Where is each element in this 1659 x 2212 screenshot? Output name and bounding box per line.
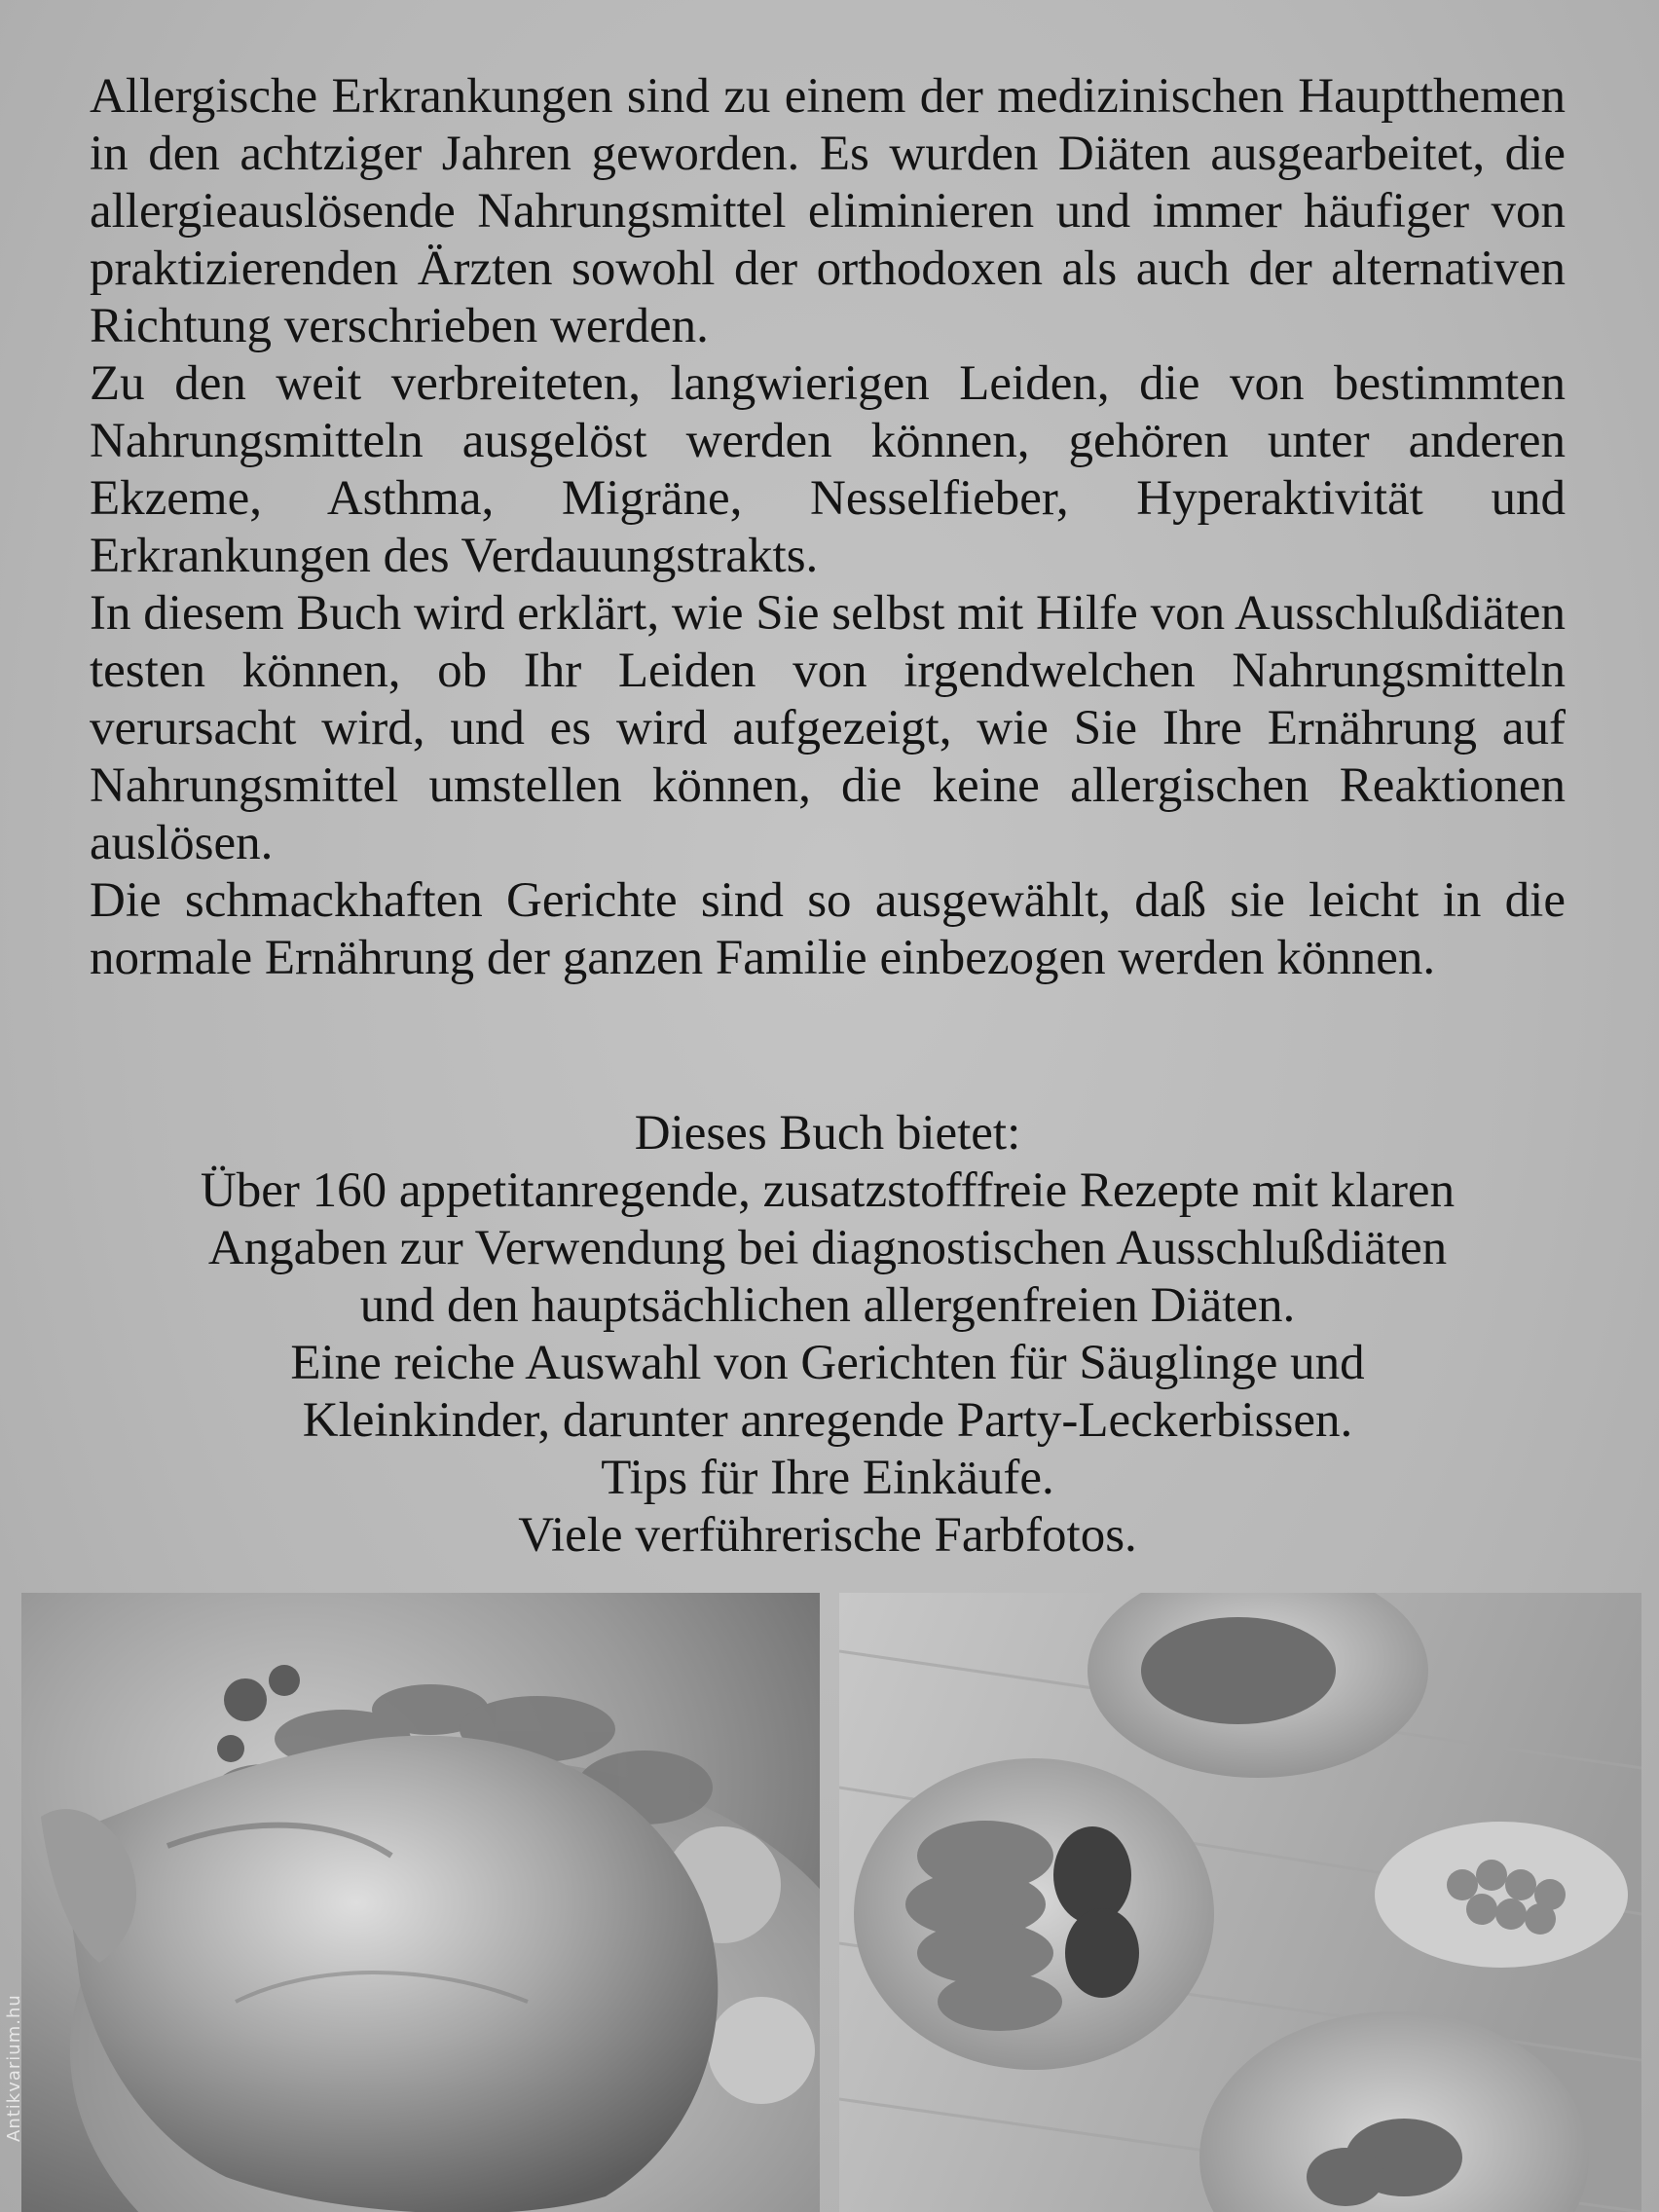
offer-line: Kleinkinder, darunter anregende Party-Leckerbissen. <box>302 1393 1353 1448</box>
roast-poultry-photo <box>21 1593 820 2212</box>
plated-dishes-photo <box>839 1593 1641 2212</box>
offer-heading: Dieses Buch bietet: <box>634 1106 1021 1161</box>
offer-line: Über 160 appetitanregende, zusatzstofffreie Rezepte mit klaren <box>200 1163 1456 1218</box>
intro-paragraph: In diesem Buch wird erklärt, wie Sie selbst mit Hilfe von Ausschlußdiäten testen können, ob Ihr Leiden von irgendwelchen Nahrungsmitteln verursacht wird, und es wird aufgezeigt, wie Sie Ihre Ernährung auf Nahrungsmittel umstellen können, die keine allergischen Reaktionen auslösen. <box>90 586 1566 870</box>
offer-list <box>90 1105 1566 1565</box>
offer-line: Viele verführerische Farbfotos. <box>518 1508 1137 1563</box>
watermark: Antikvarium.hu <box>4 1994 24 2142</box>
offer-line: und den hauptsächlichen allergenfreien Diäten. <box>359 1278 1296 1333</box>
offer-line: Tips für Ihre Einkäufe. <box>601 1451 1054 1505</box>
offer-line: Angaben zur Verwendung bei diagnostischen Ausschlußdiäten <box>207 1221 1448 1275</box>
offer-line: Eine reiche Auswahl von Gerichten für Säuglinge und <box>290 1336 1365 1390</box>
intro-text <box>90 68 1566 987</box>
intro-paragraph: Zu den weit verbreiteten, langwierigen Leiden, die von bestimmten Nahrungsmitteln ausgelöst werden können, gehören unter anderen Ekzeme, Asthma, Migräne, Nesselfieber, Hyperaktivität und Erkrankungen des Verdauungstrakts. <box>90 356 1566 583</box>
intro-paragraph: Allergische Erkrankungen sind zu einem der medizinischen Hauptthemen in den achtziger Jahren geworden. Es wurden Diäten ausgearbeitet, die allergieauslösende Nahrungsmittel eliminieren und immer häufiger von praktizierenden Ärzten sowohl der orthodoxen als auch der alternativen Richtung verschrieben werden. <box>90 69 1566 353</box>
intro-paragraph: Die schmackhaften Gerichte sind so ausgewählt, daß sie leicht in die normale Ernährung der ganzen Familie einbezogen werden können. <box>90 873 1566 985</box>
